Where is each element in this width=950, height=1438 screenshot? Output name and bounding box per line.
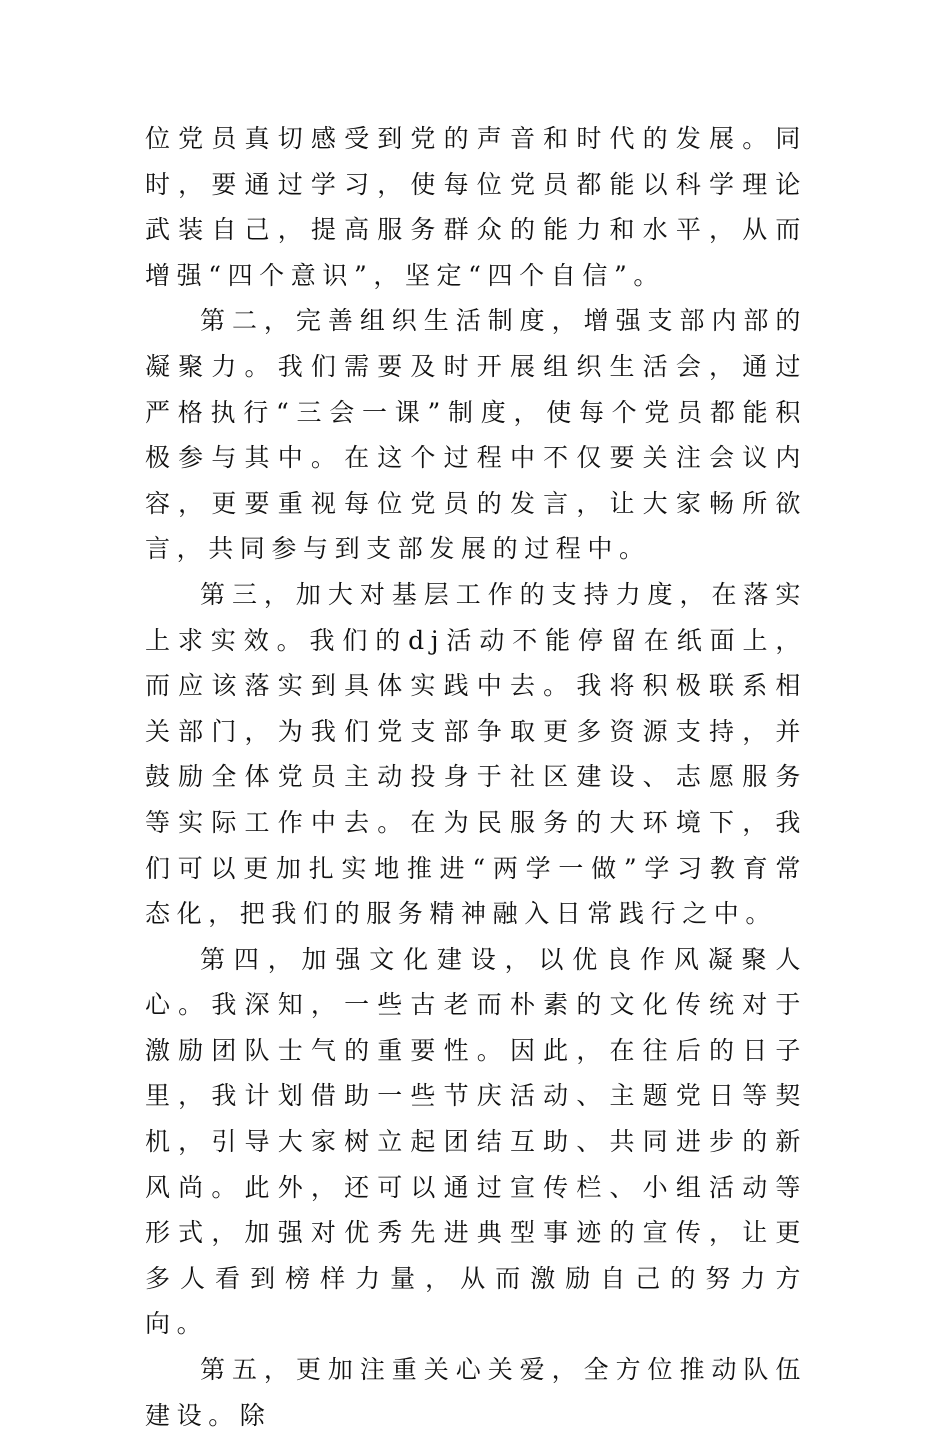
paragraph-5: 第五，更加注重关心关爱，全方位推动队伍建设。除 [145, 1355, 807, 1430]
paragraph-2: 第二，完善组织生活制度，增强支部内部的凝聚力。我们需要及时开展组织生活会，通过严格执行“三会一课”制度，使每个党员都能积极参与其中。在这个过程中不仅要关注会议内容，更要重视每位党员的发言，让大家畅所欲言，共同参与到支部发展的过程中。 [145, 306, 807, 564]
paragraph-1: 位党员真切感受到党的声音和时代的发展。同时，要通过学习，使每位党员都能以科学理论武装自己，提高服务群众的能力和水平，从而增强“四个意识”，坚定“四个自信”。 [145, 124, 807, 290]
body-text [145, 116, 807, 1438]
paragraph-3: 第三，加大对基层工作的支持力度，在落实上求实效。我们的dj活动不能停留在纸面上，而应该落实到具体实践中去。我将积极联系相关部门，为我们党支部争取更多资源支持，并鼓励全体党员主动投身于社区建设、志愿服务等实际工作中去。在为民服务的大环境下，我们可以更加扎实地推进“两学一做”学习教育常态化，把我们的服务精神融入日常践行之中。 [145, 579, 807, 929]
paragraph-4: 第四，加强文化建设，以优良作风凝聚人心。我深知，一些古老而朴素的文化传统对于激励团队士气的重要性。因此，在往后的日子里，我计划借助一些节庆活动、主题党日等契机，引导大家树立起团结互助、共同进步的新风尚。此外，还可以通过宣传栏、小组活动等形式，加强对优秀先进典型事迹的宣传，让更多人看到榜样力量，从而激励自己的努力方向。 [145, 944, 807, 1339]
